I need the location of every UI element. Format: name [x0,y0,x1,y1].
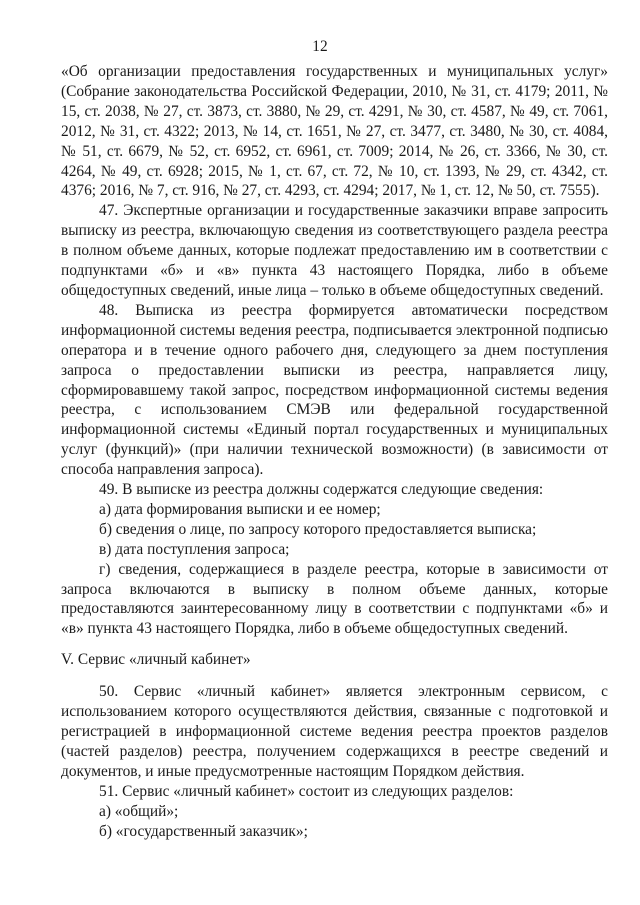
list-item-a-general: а) «общий»; [99,802,179,820]
list-item-a: а) дата формирования выписки и ее номер; [99,500,381,518]
paragraph-49: 49. В выписке из реестра должны содержатся следующие сведения: [99,481,544,499]
paragraph-47: 47. Экспертные организации и государственные заказчики вправе запросить выписку из реестра, включающую сведения из соответствующего раздела реестра в полном объеме данных, которые подлежат предоставлению им в соответствии с подпунктами «б» и «в» пункта 43 настоящего Порядка, либо в объеме общедоступных сведений, иные лица – только в объеме общедоступных сведений. [61,202,608,299]
list-item-v: в) дата поступления запроса; [99,540,290,558]
paragraph-48: 48. Выписка из реестра формируется автоматически посредством информационной системы ведения реестра, подписывается электронной подписью оператора и в течение одного рабочего дня, следующего за днем поступления запроса о предоставлении выписки из реестра, направляется лицу, сформировавшему такой запрос, посредством информационной системы ведения реестра, с использованием СМЭВ или федеральной государственной информационной системы «Единый портал государственных и муниципальных услуг (функций)» (при наличии технической возможности) (в зависимости от способа направления запроса). [61,301,608,479]
page-number: 12 [312,38,328,55]
list-item-b-customer: б) «государственный заказчик»; [99,822,308,840]
paragraph-law-citation: «Об организации предоставления государственных и муниципальных услуг» (Собрание законодательства Российской Федерации, 2010, № 31, ст. 4179; 2011, № 15, ст. 2038, № 27, ст. 3873, ст. 3880, № 29, ст. 4291, № 30, ст. 4587, № 49, ст. 7061, 2012, № 31, ст. 4322; 2013, № 14, ст. 1651, № 27, ст. 3477, ст. 3480, № 30, ст. 4084, № 51, ст. 6679, № 52, ст. 6952, ст. 6961, ст. 7009; 2014, № 26, ст. 3366, № 30, ст. 4264, № 49, ст. 6928; 2015, № 1, ст. 67, ст. 72, № 10, ст. 1393, № 29, ст. 4342, ст. 4376; 2016, № 7, ст. 916, № 27, ст. 4293, ст. 4294; 2017, № 1, ст. 12, № 50, ст. 7555). [61,63,608,200]
paragraph-51: 51. Сервис «личный кабинет» состоит из следующих разделов: [99,782,514,800]
list-item-g: г) сведения, содержащиеся в разделе реестра, которые в зависимости от запроса включаются в выписку в полном объеме данных, которые предоставляются заинтересованному лицу в соответствии с подпунктами «б» и «в» пункта 43 настоящего Порядка, либо в объеме общедоступных сведений. [61,560,608,638]
list-item-b: б) сведения о лице, по запросу которого предоставляется выписка; [99,520,537,538]
section-title: V. Сервис «личный кабинет» [61,651,251,669]
paragraph-50: 50. Сервис «личный кабинет» является электронным сервисом, с использованием которого осуществляются действия, связанные с подготовкой и регистрацией в информационной системе ведения реестра проектов разделов (частей разделов) реестра, получением содержащихся в реестре сведений и документов, и иные предусмотренные настоящим Порядком действия. [61,683,608,780]
document-body [61,62,608,841]
